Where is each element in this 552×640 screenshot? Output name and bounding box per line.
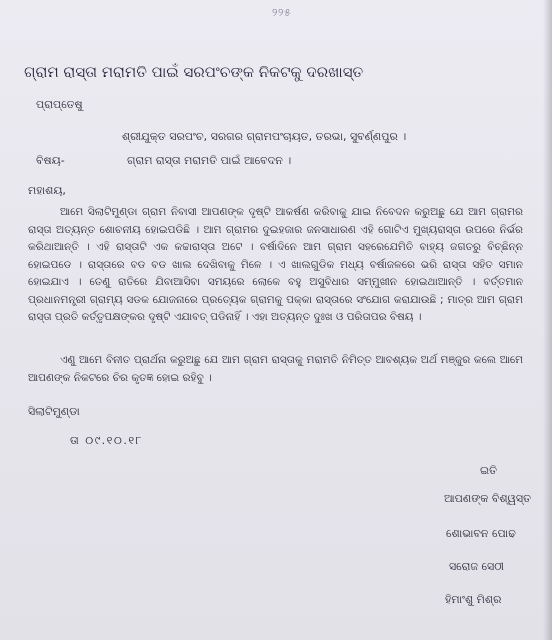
closing-sub: ଆପଣଙ୍କ ବିଶ୍ୱସ୍ତ — [444, 492, 531, 505]
place: ସିଲାଟିମୁଣ୍ଡା — [28, 405, 80, 418]
signatory: ଶୋଭାବନ ପୋଢ — [446, 527, 516, 540]
recipient: ଶ୍ରୀଯୁକ୍ତ ସରପଂଚ, ସରଗର ଗ୍ରାମପଂଚାୟତ, ତରଭା, ସୁବର୍ଣ୍ଣପୁର । — [122, 130, 407, 143]
to-label: ପ୍ରାପ୍ତେଷୁ — [36, 98, 83, 111]
salutation: ମହାଶୟ, — [28, 184, 66, 197]
date: ତା ୦୯.୧୦.୧୮ — [70, 434, 143, 447]
page-edge-shadow — [543, 0, 552, 640]
body-paragraph-2: ଏଣୁ ଆମେ ବିନୀତ ପ୍ରାର୍ଥନା କରୁଅଛୁ ଯେ ଆମ ଗ୍ରାମ ରାସ୍ତାକୁ ମରାମତି ନିମିତ୍ତ ଆବଶ୍ୟକ ଅର୍ଥ ମଞ୍ଜୁର କଲେ ଆମେ ଆପଣଙ୍କ ନିକଟରେ ଚିର କୃତଜ୍ଞ ହୋଇ ରହିବୁ । — [28, 354, 523, 384]
signatory: ସରୋଜ ସେଠୀ — [449, 560, 504, 573]
signatory: ହିମାଂଶୁ ମିଶ୍ର — [445, 593, 502, 606]
letter-title: ଗ୍ରାମ ରାସ୍ତା ମରାମତି ପାଇଁ ସରପଂଚଙ୍କ ନିକଟକୁ ଦରଖାସ୍ତ — [24, 63, 364, 81]
subject-text: ଗ୍ରାମ ରାସ୍ତା ମରାମତି ପାଇଁ ଆବେଦନ । — [127, 154, 292, 167]
subject-label: ବିଷୟ- — [36, 154, 65, 167]
top-mark: ୨୨୫ — [272, 6, 292, 19]
body-paragraph-1: ଆମେ ସିଲାଟିମୁଣ୍ଡା ଗ୍ରାମ ନିବାସୀ ଆପଣଙ୍କ ଦୃଷ୍ଟି ଆକର୍ଷଣ କରିବାକୁ ଯାଇ ନିବେଦନ କରୁଅଛୁ ଯେ ଆମ ଗ୍ରାମର ରାସ୍ତା ଅତ୍ୟନ୍ତ ଶୋଚନୀୟ ହୋଇପଡିଛି । ଆମ ଗ୍ରାମର ଦୁଇହଜାର ଜନସାଧାରଣ ଏହି ଗୋଟିଏ ମୁଖ୍ୟରାସ୍ତା ଉପରେ ନିର୍ଭର କରିଥାଆନ୍ତି । ଏହି ରାସ୍ତାଟି ଏକ କଚ୍ଚାରାସ୍ତା ଅଟେ । ବର୍ଷାଦିନେ ଆମ ଗ୍ରାମ ସହରେଯେମିତି ବାହ୍ୟ ଜଗତରୁ ବିଚ୍ଛିନ୍ନ ହୋଇପଡେ । ରାସ୍ତାରେ ବଡ ବଡ ଖାଲ ଦେଖିବାକୁ ମିଳେ । ଏ ଖାଲଗୁଡିକ ମଧ୍ୟ ବର୍ଷାଜଳରେ ଭରି ରାସ୍ତା ସହିତ ସମାନ ହୋଇଯାଏ । ତେଣୁ ରାତିରେ ଯିବାଆସିବା ସମୟରେ ଲୋକେ ବହୁ ଅସୁବିଧାର ସମ୍ମୁଖୀନ ହୋଇଥାଆନ୍ତି । ବର୍ତ୍ତମାନ ପ୍ରଧାନମନ୍ତ୍ରୀ ଗ୍ରାମ୍ୟ ସଡକ ଯୋଜନାରେ ପ୍ରତ୍ୟେକ ଗ୍ରାମକୁ ପକ୍କା ରାସ୍ତାରେ ସଂଯୋଗ କରାଯାଉଛି ; ମାତ୍ର ଆମ ଗ୍ରାମ ରାସ୍ତା ପ୍ରତି କର୍ତ୍ତୃପକ୍ଷଙ୍କର ଦୃଷ୍ଟି ଏଯାବତ୍ ପଡିନାହିଁ । ଏହା ଅତ୍ୟନ୍ତ ଦୁଃଖ ଓ ପରିତାପର ବିଷୟ । — [28, 206, 523, 323]
closing: ଇତି — [480, 464, 497, 477]
